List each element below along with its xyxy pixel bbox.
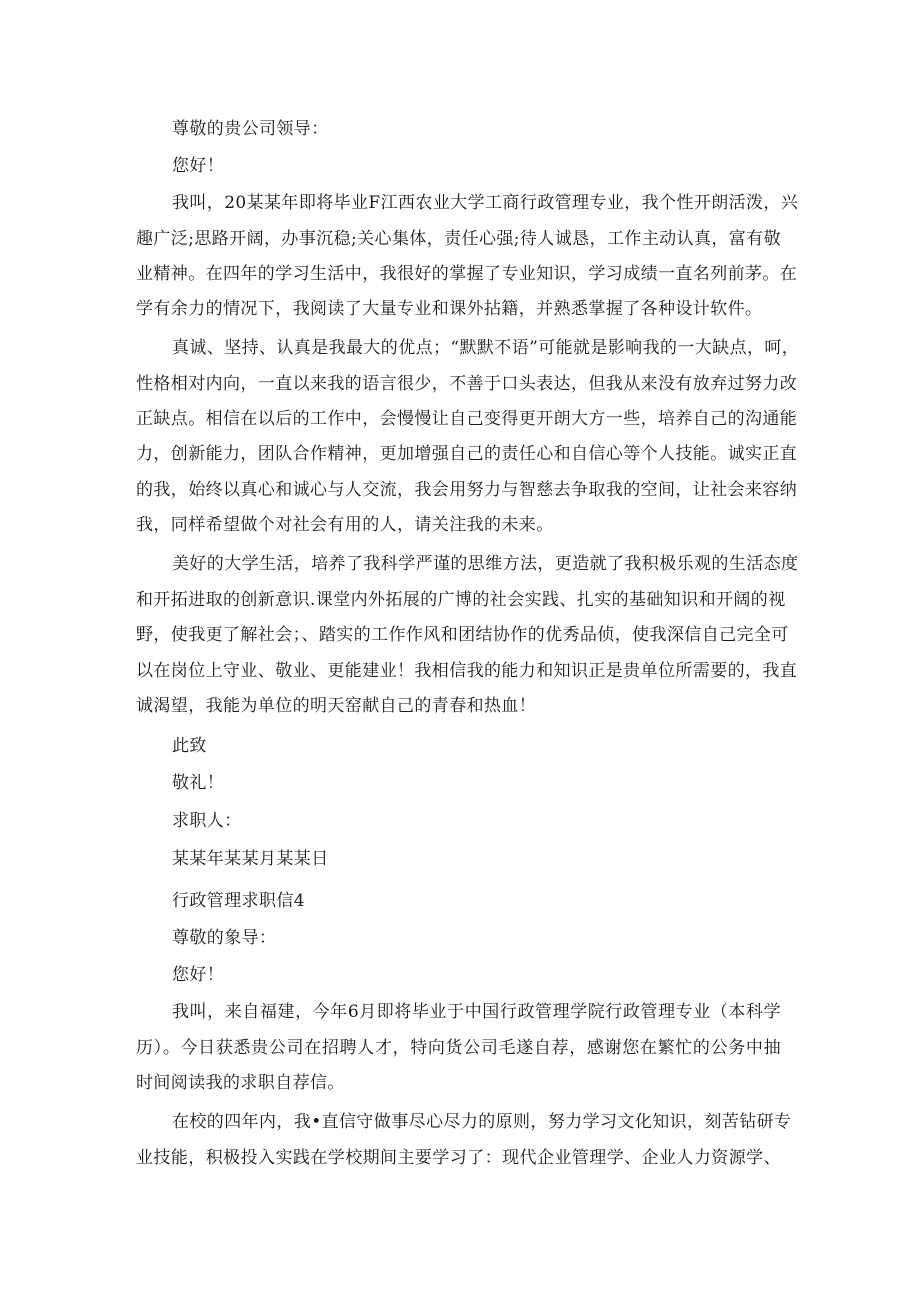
paragraph-line: 的我，始终以真心和诚心与人交流，我会用努力与智慈去争取我的空间，让社会来容纳 (136, 480, 798, 500)
paragraph-line: 我叫，来自福建，今年6月即将毕业于中国行政管理学院行政管理专业（本科学 (172, 1002, 781, 1022)
paragraph-line: 历）。今日获悉贵公司在招聘人才，特向货公司毛遂自荐，感谢您在繁忙的公务中抽 (136, 1038, 781, 1058)
paragraph-line: 学有余力的情况下，我阅读了大量专业和课外拈籍，并熟悉掌握了各种设计软件。 (136, 299, 763, 319)
paragraph-line: 诚渴望，我能为单位的明天窑献自己的青春和热血！ (136, 696, 537, 716)
greeting: 您好！ (172, 156, 225, 176)
closing-line: 此致 (172, 736, 207, 756)
date-line: 某某年某某月某某日 (172, 849, 329, 869)
paragraph-line: 正缺点。相信在以后的工作中，会慢慢让自己变得更开朗大方一些，培养自己的沟通能 (136, 409, 798, 429)
paragraph-line: 以在岗位上守业、敬业、更能建业！我相信我的能力和知识正是贵单位所需要的，我直 (136, 661, 798, 681)
paragraph-line: 真诚、坚持、认真是我最大的优点；“默默不语”可能就是影响我的一大缺点，呵， (172, 338, 800, 358)
paragraph-line: 野，使我更了解社会；、踏实的工作作风和团结协作的优秀品侦，使我深信自己完全可 (136, 625, 789, 645)
paragraph-line: 趣广泛;思路开阔，办事沉稳;关心集体，责任心强;待人诚恳，工作主动认真，富有敬 (136, 229, 781, 249)
signer-line: 求职人： (172, 811, 242, 831)
paragraph-line: 时间阅读我的求职自荐信。 (136, 1073, 345, 1093)
salutation: 尊敬的象导： (172, 928, 277, 948)
salutation: 尊敬的贵公司领导： (172, 119, 329, 139)
paragraph-line: 性格相对内向，一直以来我的语言很少，不善于口头表达，但我从来没有放弃过努力改 (136, 374, 798, 394)
greeting: 您好！ (172, 965, 225, 985)
paragraph-line: 美好的大学生活，培养了我科学严谨的思维方法，更造就了我积极乐观的生活态度 (172, 554, 799, 574)
paragraph-line: 我，同样希望做个对社会有用的人，请关注我的未来。 (136, 515, 554, 535)
paragraph-line: 业精神。在四年的学习生活中，我很好的掌握了专业知识，学习成绩一直名列前茅。在 (136, 264, 798, 284)
section-heading: 行政管理求职信4 (172, 891, 306, 911)
paragraph-line: 和开拓进取的创新意识.课堂内外拓展的广博的社会实践、扎实的基础知识和开阔的视 (136, 590, 786, 610)
closing-line: 敬礼！ (172, 773, 225, 793)
paragraph-line: 在校的四年内，我•直信守做事尽心尽力的原则，努力学习文化知识，刻苦钻研专 (172, 1112, 792, 1132)
paragraph-line: 我叫，20某某年即将毕业F江西农业大学工商行政管理专业，我个性开朗活泼，兴 (172, 193, 799, 213)
paragraph-line: 力，创新能力，团队合作精神，更加增强自己的责任心和自信心等个人技能。诚实正直 (136, 444, 798, 464)
paragraph-line: 业技能，积极投入实践在学校期间主要学习了：现代企业管理学、企业人力资源学、 (136, 1148, 781, 1168)
